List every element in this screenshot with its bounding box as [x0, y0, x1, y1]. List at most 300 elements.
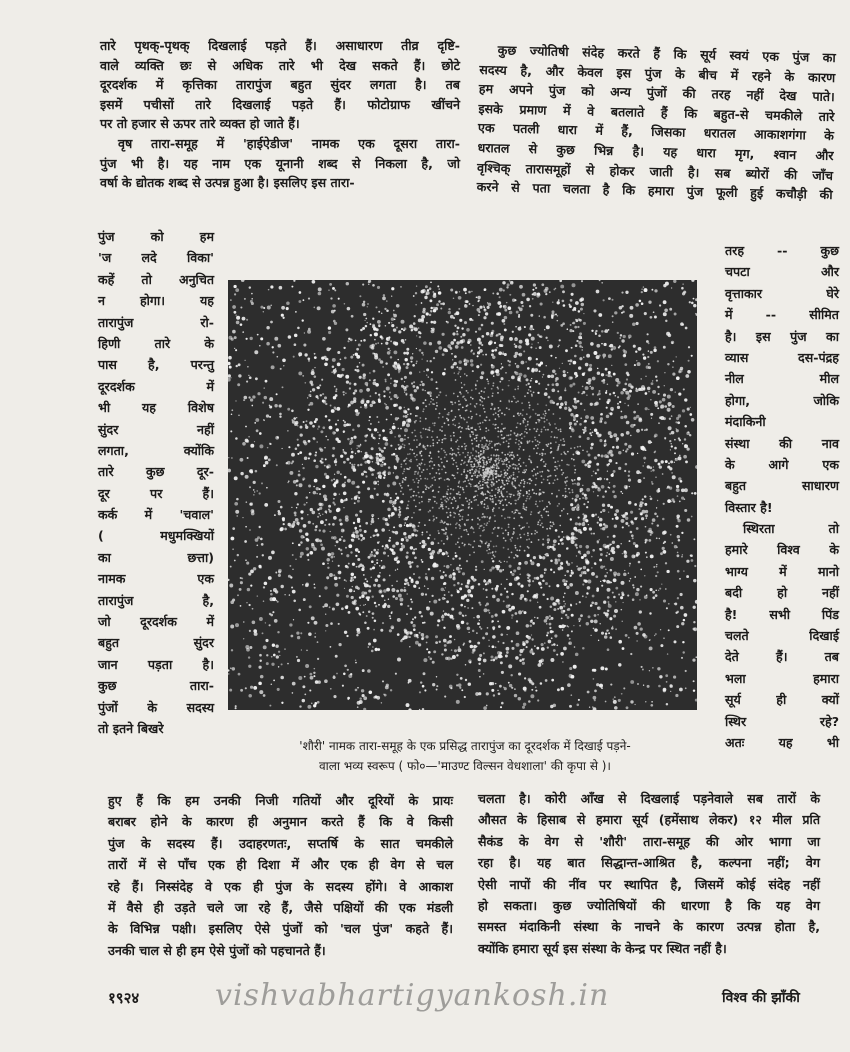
star-dot: [439, 473, 441, 475]
star-dot: [504, 459, 506, 461]
star-dot: [358, 497, 360, 499]
star-dot: [306, 502, 307, 503]
star-dot: [364, 320, 365, 321]
star-dot: [344, 631, 347, 634]
star-dot: [506, 440, 508, 442]
star-dot: [481, 444, 483, 446]
star-dot: [556, 599, 560, 603]
star-dot: [510, 539, 512, 541]
star-dot: [406, 363, 407, 364]
star-dot: [433, 496, 435, 498]
star-dot: [633, 542, 636, 545]
star-dot: [644, 429, 646, 431]
star-dot: [335, 464, 337, 466]
text-line: जान पड़ता है।: [98, 656, 214, 672]
star-dot: [346, 554, 349, 557]
star-dot: [615, 516, 619, 520]
star-dot: [287, 461, 291, 465]
star-dot: [485, 430, 487, 432]
star-dot: [445, 587, 446, 588]
star-dot: [515, 363, 517, 365]
star-dot: [344, 579, 346, 581]
star-dot: [519, 285, 523, 289]
star-dot: [235, 623, 239, 627]
star-dot: [590, 620, 593, 623]
star-dot: [511, 687, 513, 689]
star-dot: [566, 485, 568, 487]
star-dot: [292, 692, 294, 694]
star-dot: [444, 594, 446, 596]
star-dot: [384, 600, 385, 601]
star-dot: [544, 554, 545, 555]
star-dot: [422, 459, 424, 461]
star-dot: [650, 588, 653, 591]
star-dot: [591, 572, 595, 576]
star-dot: [528, 402, 530, 404]
text-line: स्थिरता तो: [743, 521, 839, 537]
star-dot: [558, 429, 560, 431]
star-dot: [566, 535, 570, 539]
star-dot: [507, 534, 509, 536]
star-dot: [375, 551, 378, 554]
text-line: व्यास दस-पंद्रह: [725, 349, 839, 365]
star-dot: [354, 576, 357, 579]
star-dot: [253, 494, 254, 495]
star-dot: [587, 586, 591, 590]
star-dot: [314, 375, 317, 378]
star-dot: [516, 620, 518, 622]
star-dot: [292, 542, 294, 544]
star-dot: [274, 337, 278, 341]
star-dot: [358, 551, 360, 553]
star-dot: [423, 341, 427, 345]
star-dot: [500, 458, 502, 460]
star-dot: [659, 675, 662, 678]
star-dot: [470, 403, 472, 405]
text-line: मंदाकिनी: [725, 414, 766, 430]
star-dot: [541, 643, 544, 646]
star-dot: [611, 409, 613, 411]
star-dot: [248, 375, 249, 376]
star-dot: [503, 509, 505, 511]
star-dot: [577, 482, 581, 486]
star-dot: [442, 416, 444, 418]
star-dot: [599, 434, 602, 437]
star-dot: [469, 554, 471, 556]
star-dot: [457, 396, 459, 398]
star-dot: [332, 431, 335, 434]
star-dot: [526, 378, 529, 381]
star-dot: [448, 591, 450, 593]
star-dot: [528, 389, 530, 391]
star-dot: [546, 511, 548, 513]
star-dot: [646, 594, 647, 595]
star-dot: [414, 456, 416, 458]
star-dot: [570, 503, 573, 506]
star-dot: [527, 535, 529, 537]
star-dot: [320, 503, 324, 507]
star-dot: [556, 644, 558, 646]
star-dot: [470, 479, 472, 481]
star-dot: [467, 589, 471, 593]
star-dot: [399, 506, 401, 508]
star-dot: [501, 528, 503, 530]
star-dot: [521, 480, 523, 482]
star-dot: [673, 280, 676, 283]
star-dot: [445, 472, 447, 474]
star-dot: [537, 617, 539, 619]
star-dot: [230, 600, 234, 604]
star-dot: [520, 493, 522, 495]
star-dot: [390, 340, 392, 342]
star-dot: [523, 350, 525, 352]
star-dot: [410, 396, 413, 399]
star-dot: [430, 486, 432, 488]
star-dot: [398, 447, 401, 450]
star-dot: [576, 565, 578, 567]
star-dot: [420, 432, 422, 434]
star-dot: [475, 566, 477, 568]
star-dot: [389, 500, 393, 504]
star-dot: [293, 280, 295, 282]
star-dot: [589, 364, 592, 367]
star-dot: [515, 554, 517, 556]
star-dot: [491, 447, 493, 449]
star-dot: [470, 436, 472, 438]
star-dot: [365, 471, 367, 473]
star-dot: [511, 401, 513, 403]
star-dot: [462, 487, 464, 489]
star-dot: [461, 504, 463, 506]
star-dot: [606, 572, 608, 574]
text-line: दूर पर हैं।: [98, 485, 214, 501]
star-dot: [419, 475, 421, 477]
star-dot: [656, 537, 658, 539]
star-dot: [393, 314, 397, 318]
star-dot: [448, 311, 451, 314]
star-dot: [422, 532, 424, 534]
star-dot: [436, 303, 439, 306]
star-dot: [381, 560, 382, 561]
star-dot: [591, 475, 592, 476]
star-dot: [434, 479, 436, 481]
star-dot: [528, 547, 530, 549]
star-dot: [510, 430, 512, 432]
star-dot: [626, 448, 628, 450]
star-dot: [375, 343, 377, 345]
star-dot: [502, 389, 504, 391]
star-dot: [442, 302, 445, 305]
star-dot: [504, 353, 507, 356]
star-dot: [482, 422, 484, 424]
star-dot: [541, 454, 543, 456]
star-dot: [429, 287, 432, 290]
star-dot: [628, 337, 630, 339]
star-dot: [552, 602, 556, 606]
star-dot: [638, 388, 641, 391]
star-dot: [470, 411, 472, 413]
text-line: भी यह विशेष: [98, 400, 214, 416]
star-dot: [541, 475, 543, 477]
star-dot: [535, 484, 537, 486]
star-dot: [513, 474, 515, 476]
star-dot: [263, 586, 265, 588]
star-dot: [422, 491, 424, 493]
star-dot: [407, 485, 409, 487]
star-dot: [640, 472, 642, 474]
star-dot: [393, 423, 394, 424]
star-dot: [333, 676, 336, 679]
star-dot: [528, 526, 530, 528]
star-dot: [247, 588, 250, 591]
star-dot: [325, 403, 327, 405]
star-dot: [404, 518, 406, 520]
star-dot: [401, 487, 403, 489]
star-dot: [658, 393, 660, 395]
star-dot: [246, 381, 248, 383]
star-dot: [392, 505, 394, 507]
star-dot: [416, 360, 418, 362]
star-dot: [579, 345, 582, 348]
star-dot: [504, 472, 506, 474]
star-dot: [535, 348, 537, 350]
star-dot: [464, 606, 466, 608]
star-dot: [517, 582, 520, 585]
star-dot: [421, 302, 423, 304]
star-dot: [582, 347, 584, 349]
text-line: सदस्य है, और केवल इस पुंज के बीच में रहने के कारण: [479, 61, 836, 85]
star-dot: [295, 311, 297, 313]
star-dot: [449, 497, 451, 499]
star-dot: [534, 533, 536, 535]
star-dot: [446, 350, 448, 352]
star-dot: [564, 453, 566, 455]
star-dot: [537, 403, 539, 405]
star-dot: [328, 419, 330, 421]
star-dot: [499, 652, 502, 655]
star-dot: [566, 586, 569, 589]
star-dot: [506, 651, 509, 654]
star-dot: [238, 414, 240, 416]
star-dot: [553, 643, 556, 646]
star-dot: [607, 588, 611, 592]
star-dot: [402, 425, 404, 427]
star-dot: [465, 448, 467, 450]
star-dot: [663, 688, 667, 692]
star-dot: [421, 633, 424, 636]
star-dot: [662, 398, 666, 402]
star-dot: [572, 491, 574, 493]
star-dot: [547, 515, 549, 517]
star-dot: [382, 461, 384, 463]
star-dot: [553, 539, 557, 543]
star-dot: [688, 360, 690, 362]
star-dot: [602, 496, 605, 499]
star-dot: [538, 663, 542, 667]
star-dot: [407, 453, 409, 455]
star-dot: [656, 507, 657, 508]
star-dot: [544, 415, 546, 417]
star-dot: [239, 588, 242, 591]
star-dot: [453, 432, 455, 434]
star-dot: [464, 398, 466, 400]
star-dot: [462, 542, 464, 544]
star-dot: [499, 496, 501, 498]
star-dot: [588, 524, 589, 525]
star-dot: [308, 521, 311, 524]
star-dot: [478, 459, 480, 461]
star-dot: [663, 550, 667, 554]
star-dot: [246, 602, 247, 603]
star-dot: [390, 497, 392, 499]
text-line: पुंज को हम: [98, 229, 214, 244]
star-dot: [503, 323, 505, 325]
text-line: कर्क में 'चवाल': [98, 507, 214, 523]
star-dot: [613, 470, 616, 473]
star-dot: [487, 609, 489, 611]
star-dot: [296, 631, 299, 634]
star-dot: [691, 559, 694, 562]
star-dot: [491, 485, 493, 487]
star-dot: [258, 682, 262, 686]
star-dot: [432, 490, 434, 492]
star-dot: [539, 442, 541, 444]
star-dot: [531, 378, 532, 379]
star-dot: [486, 516, 488, 518]
star-dot: [444, 598, 446, 600]
star-dot: [313, 675, 315, 677]
star-dot: [668, 462, 670, 464]
star-dot: [416, 363, 417, 364]
star-dot: [676, 376, 680, 380]
star-dot: [564, 593, 566, 595]
star-dot: [433, 515, 435, 517]
star-dot: [331, 552, 335, 556]
star-dot: [565, 388, 566, 389]
star-dot: [675, 694, 678, 697]
star-dot: [275, 644, 278, 647]
star-dot: [337, 508, 341, 512]
star-dot: [526, 646, 528, 648]
star-dot: [490, 371, 494, 375]
star-dot: [429, 499, 431, 501]
star-dot: [537, 473, 539, 475]
star-dot: [383, 578, 386, 581]
star-dot: [423, 428, 425, 430]
star-dot: [545, 616, 549, 620]
star-dot: [631, 522, 634, 525]
star-dot: [483, 588, 485, 590]
star-dot: [432, 507, 434, 509]
star-dot: [575, 301, 579, 305]
star-dot: [603, 299, 605, 301]
star-dot: [409, 646, 410, 647]
star-dot: [506, 604, 510, 608]
star-dot: [592, 421, 595, 424]
star-dot: [550, 605, 553, 608]
star-dot: [390, 398, 392, 400]
star-dot: [474, 499, 476, 501]
star-dot: [303, 598, 306, 601]
star-dot: [305, 582, 308, 585]
star-dot: [303, 421, 305, 423]
star-dot: [430, 612, 434, 616]
star-dot: [583, 313, 584, 314]
star-dot: [366, 580, 368, 582]
star-dot: [473, 473, 475, 475]
star-dot: [374, 428, 377, 431]
star-dot: [372, 613, 373, 614]
star-dot: [492, 292, 494, 294]
star-dot: [345, 328, 348, 331]
star-dot: [497, 431, 499, 433]
star-dot: [678, 539, 681, 542]
star-dot: [632, 598, 635, 601]
star-dot: [660, 407, 661, 408]
star-dot: [457, 439, 459, 441]
star-dot: [379, 434, 382, 437]
star-dot: [278, 570, 281, 573]
star-dot: [578, 318, 581, 321]
star-dot: [317, 680, 321, 684]
star-dot: [618, 594, 620, 596]
star-dot: [563, 596, 565, 598]
star-dot: [517, 510, 519, 512]
star-dot: [518, 577, 520, 579]
star-dot: [501, 423, 503, 425]
star-field: [228, 280, 697, 710]
star-dot: [478, 327, 481, 330]
star-dot: [491, 615, 494, 618]
star-dot: [661, 583, 662, 584]
star-dot: [517, 490, 519, 492]
star-dot: [365, 604, 366, 605]
star-dot: [455, 462, 457, 464]
star-dot: [399, 548, 402, 551]
star-dot: [421, 593, 424, 596]
star-dot: [442, 508, 444, 510]
star-dot: [571, 614, 574, 617]
star-dot: [364, 461, 367, 464]
star-dot: [502, 569, 504, 571]
star-dot: [519, 654, 521, 656]
star-dot: [467, 519, 469, 521]
star-dot: [624, 403, 625, 404]
star-dot: [583, 322, 586, 325]
star-dot: [421, 545, 425, 549]
star-dot: [659, 304, 661, 306]
star-dot: [599, 420, 602, 423]
star-dot: [498, 410, 500, 412]
star-dot: [389, 615, 391, 617]
star-dot: [436, 388, 438, 390]
star-dot: [344, 476, 347, 479]
star-dot: [653, 349, 656, 352]
star-dot: [646, 429, 648, 431]
star-dot: [377, 463, 379, 465]
star-dot: [498, 475, 500, 477]
star-dot: [465, 445, 467, 447]
star-dot: [572, 283, 576, 287]
star-dot: [358, 445, 361, 448]
star-dot: [456, 331, 458, 333]
star-dot: [518, 562, 521, 565]
star-dot: [545, 293, 547, 295]
star-dot: [644, 495, 647, 498]
star-dot: [307, 622, 309, 624]
star-dot: [591, 567, 592, 568]
star-dot: [425, 448, 427, 450]
